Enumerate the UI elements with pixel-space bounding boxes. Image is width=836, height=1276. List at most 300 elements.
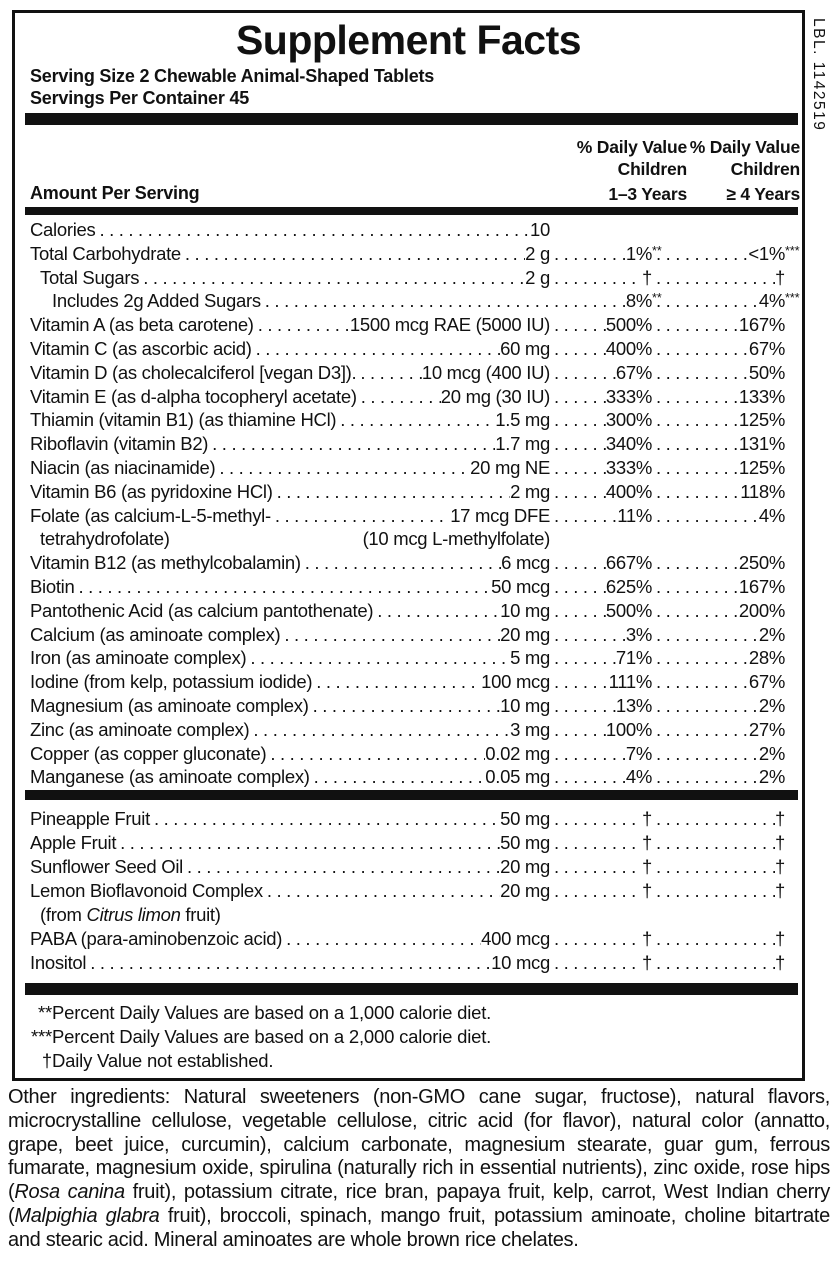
row-main <box>30 670 550 694</box>
dv2-value: 67% <box>748 337 785 359</box>
dv1-value: 333% <box>605 385 652 407</box>
nutrient-amount: 0.02 mg <box>485 742 550 764</box>
dv2-value: † <box>775 832 785 854</box>
nutrient-name: tetrahydrofolate) <box>40 528 170 550</box>
dv2-cell <box>652 504 785 528</box>
dv1-cell <box>550 575 652 599</box>
nutrient-amount: 2 mg <box>510 480 550 502</box>
dv1-cell <box>550 408 652 432</box>
dv1-cell <box>550 765 652 789</box>
nutrient-amount: 2 g <box>525 266 550 288</box>
dot-leader <box>652 361 749 385</box>
dv1-value: 500% <box>605 599 652 621</box>
dv1-value: 1% <box>625 242 652 264</box>
nutrient-name: Pantothenic Acid (as calcium pantothenate) <box>30 599 374 621</box>
servings-per-container: Servings Per Container 45 <box>30 88 250 108</box>
dot-leader <box>550 385 606 409</box>
dv2-cell <box>652 266 785 290</box>
nutrient-name: Inositol <box>30 952 87 974</box>
dv1-cell <box>550 927 652 951</box>
botanical-row-lemon-bioflavonoid <box>15 879 802 903</box>
dv1-line1: % Daily Value <box>576 137 687 157</box>
dv1-value: 11% <box>617 504 652 526</box>
nutrient-row-vitamin-c <box>15 337 802 361</box>
dot-leader <box>550 504 617 528</box>
nutrient-name: Calories <box>30 219 96 240</box>
row-main <box>30 646 550 670</box>
dot-leader <box>652 646 749 670</box>
dv2-value: 50% <box>748 361 785 383</box>
nutrient-row-thiamin <box>15 408 802 432</box>
dv2-value: 125% <box>738 456 785 478</box>
dv2-cell <box>652 765 785 789</box>
dv1-cell <box>550 599 652 623</box>
dot-leader <box>550 765 626 789</box>
dot-leader <box>550 831 642 855</box>
dot-leader <box>86 951 491 975</box>
nutrient-row-calcium <box>15 623 802 647</box>
row-main <box>30 385 550 409</box>
dv1-value: 67% <box>615 361 652 383</box>
dv2-cell: ..... <1% *** <box>652 242 785 269</box>
dot-leader <box>652 599 739 623</box>
dot-leader <box>550 313 606 337</box>
dot-leader <box>263 879 500 903</box>
nutrient-name: Vitamin C (as ascorbic acid) <box>30 337 252 359</box>
nutrient-row-vitamin-b12 <box>15 551 802 575</box>
dot-leader <box>652 337 749 361</box>
dv1-value: 300% <box>605 409 652 431</box>
row-main <box>30 527 550 551</box>
dot-leader <box>652 765 759 789</box>
dv1-value: 71% <box>615 647 652 669</box>
row-main <box>30 903 550 927</box>
nutrient-name: Vitamin B6 (as pyridoxine HCl) <box>30 480 273 502</box>
row-main <box>30 831 550 855</box>
dot-leader <box>652 670 749 694</box>
column-header-area <box>15 125 802 207</box>
dot-leader <box>282 927 481 951</box>
nutrient-amount: 50 mcg <box>491 575 550 597</box>
dv1-value: 13% <box>615 694 652 716</box>
dv2-line3: ≥ 4 Years <box>726 184 800 204</box>
nutrient-row-folate <box>15 504 802 528</box>
dot-leader <box>652 718 749 742</box>
nutrient-name: PABA (para-aminobenzoic acid) <box>30 928 283 950</box>
dot-leader <box>652 951 775 975</box>
dv2-line1: % Daily Value <box>689 137 800 157</box>
dot-leader <box>652 313 739 337</box>
dot-leader <box>550 361 616 385</box>
dot-leader <box>550 927 642 951</box>
row-main <box>30 855 550 879</box>
nutrient-amount: 20 mg <box>500 623 550 645</box>
dv2-cell <box>652 432 785 456</box>
dv2-cell <box>652 313 785 337</box>
rule-below-headers <box>25 207 798 215</box>
row-main <box>30 218 550 242</box>
dot-leader <box>550 266 642 290</box>
nutrient-name: Lemon Bioflavonoid Complex <box>30 880 263 902</box>
dv1-value: 4% <box>625 766 652 788</box>
nutrient-name: Vitamin D (as cholecalciferol [vegan D3]). <box>30 361 357 383</box>
nutrient-row-niacin <box>15 456 802 480</box>
row-main <box>30 575 550 599</box>
dot-leader <box>356 361 421 385</box>
row-main <box>30 408 550 432</box>
label-code: LBL. 1142519 <box>810 18 827 132</box>
serving-size: Serving Size 2 Chewable Animal-Shaped Tablets <box>30 66 435 86</box>
nutrient-row-calories <box>15 218 802 242</box>
dv2-value: 200% <box>738 599 785 621</box>
nutrient-amount: 10 mcg (400 IU) <box>421 361 550 383</box>
panel-title: Supplement Facts <box>235 17 582 63</box>
nutrient-row-total-carbohydrate <box>15 242 802 266</box>
dv1-value: 340% <box>605 433 652 455</box>
row-main <box>30 289 550 313</box>
row-main <box>30 718 550 742</box>
dv1-value: † <box>642 880 652 902</box>
dv1-cell <box>550 718 652 742</box>
nutrient-amount: 20 mg <box>500 880 550 902</box>
dot-leader <box>550 623 626 647</box>
dv1-value: 8% <box>625 290 652 312</box>
botanical-row-inositol <box>15 951 802 975</box>
botanical-source <box>30 903 221 927</box>
dot-leader <box>336 408 495 432</box>
row-main <box>30 504 550 528</box>
dot-leader <box>652 551 739 575</box>
dv-column-header-children-1-3 <box>507 136 687 205</box>
row-main <box>30 623 550 647</box>
footnote-marker: ** <box>38 1002 52 1024</box>
dv2-cell <box>652 408 785 432</box>
nutrient-name: Biotin <box>30 575 75 597</box>
dot-leader <box>273 480 511 504</box>
dv2-value: <1% <box>748 242 785 264</box>
nutrient-name: Calcium (as aminoate complex) <box>30 623 281 645</box>
source-pre: (from <box>40 904 87 926</box>
dot-leader <box>652 855 775 879</box>
dv1-value: 500% <box>605 314 652 336</box>
dv-column-header-children-4plus <box>680 136 800 205</box>
dv2-line2: Children <box>730 159 800 179</box>
dv2-value: 167% <box>738 575 785 597</box>
dot-leader <box>652 831 775 855</box>
dv2-cell <box>652 694 785 718</box>
row-main <box>30 432 550 456</box>
nutrient-name: Riboflavin (vitamin B2) <box>30 433 209 455</box>
dv2-value: 4% <box>758 290 785 312</box>
dv2-cell: ..... 4% *** <box>652 289 785 316</box>
dv1-cell <box>550 480 652 504</box>
dv2-cell <box>652 646 785 670</box>
nutrient-amount: 2 g <box>525 242 550 264</box>
dot-leader <box>550 646 616 670</box>
dv1-value: † <box>642 808 652 830</box>
dv1-value: 667% <box>605 552 652 574</box>
dv2-value: 118% <box>740 480 785 502</box>
species-rosa-canina: Rosa canina <box>14 1181 125 1204</box>
dv1-cell <box>550 432 652 456</box>
dv2-cell <box>652 480 785 504</box>
dv2-cell <box>652 855 785 879</box>
dv2-value: 2% <box>758 766 785 788</box>
dot-leader <box>215 456 470 480</box>
dot-leader <box>310 765 486 789</box>
dv1-value: 625% <box>605 575 652 597</box>
dv1-cell <box>550 456 652 480</box>
dot-leader <box>550 242 626 266</box>
nutrient-name: Folate (as calcium-L-5-methyl- <box>30 504 271 526</box>
nutrient-row-folate-continued <box>15 527 802 551</box>
dot-leader <box>652 289 759 313</box>
dv2-cell <box>652 551 785 575</box>
dv1-value: 400% <box>605 337 652 359</box>
dv1-cell <box>550 831 652 855</box>
nutrient-name: Sunflower Seed Oil <box>30 856 183 878</box>
row-main <box>30 551 550 575</box>
dot-leader <box>280 623 500 647</box>
nutrient-row-copper <box>15 742 802 766</box>
thick-rule-footnotes <box>25 983 798 995</box>
dv1-cell: ..... 1% ** <box>550 242 652 269</box>
dv2-value: † <box>775 952 785 974</box>
dot-leader <box>550 551 606 575</box>
dot-leader <box>652 742 759 766</box>
dot-leader <box>261 289 550 313</box>
nutrient-amount: 50 mg <box>500 808 550 830</box>
dot-leader <box>652 694 759 718</box>
species-malpighia-glabra: Malpighia glabra <box>14 1204 160 1227</box>
dv1-line3: 1–3 Years <box>608 184 687 204</box>
row-main <box>30 266 550 290</box>
dot-leader <box>301 551 501 575</box>
dot-leader <box>249 718 510 742</box>
nutrient-amount: 10 <box>530 219 550 240</box>
dot-leader <box>550 855 642 879</box>
dv2-value: 167% <box>738 314 785 336</box>
nutrient-name: Vitamin B12 (as methylcobalamin) <box>30 552 301 574</box>
dv2-cell <box>652 951 785 975</box>
row-main <box>30 951 550 975</box>
nutrient-amount: 10 mg <box>500 599 550 621</box>
dot-leader <box>652 927 775 951</box>
dot-leader <box>550 289 626 313</box>
dv2-cell <box>652 879 785 903</box>
dv1-cell: ..... 8% ** <box>550 289 652 316</box>
dv2-cell <box>652 361 785 385</box>
dot-leader <box>208 432 495 456</box>
row-main <box>30 599 550 623</box>
dot-leader <box>550 951 642 975</box>
botanicals-section <box>15 807 802 975</box>
dv2-cell <box>652 456 785 480</box>
dv2-value: † <box>775 266 785 288</box>
footnotes-section <box>15 1001 802 1073</box>
nutrient-amount: 60 mg <box>500 337 550 359</box>
dot-leader <box>246 646 510 670</box>
source-post: fruit) <box>180 904 221 926</box>
thick-rule-top <box>25 113 798 125</box>
row-main <box>30 742 550 766</box>
dv2-value: 250% <box>738 552 785 574</box>
nutrient-row-vitamin-e <box>15 385 802 409</box>
dot-leader <box>312 670 481 694</box>
nutrient-amount: 0.05 mg <box>485 766 550 788</box>
dot-leader <box>550 718 606 742</box>
dv2-cell <box>652 742 785 766</box>
nutrient-row-manganese <box>15 765 802 789</box>
dot-leader <box>652 623 759 647</box>
nutrient-amount: 20 mg (30 IU) <box>440 385 550 407</box>
nutrient-name: Niacin (as niacinamide) <box>30 456 216 478</box>
nutrient-amount: 20 mg <box>500 856 550 878</box>
nutrient-row-vitamin-d <box>15 361 802 385</box>
nutrient-name: Total Carbohydrate <box>30 242 181 264</box>
dv1-cell <box>550 337 652 361</box>
botanical-row-paba <box>15 927 802 951</box>
dv1-cell <box>550 694 652 718</box>
nutrient-amount: 10 mg <box>500 694 550 716</box>
dv2-value: 2% <box>758 623 785 645</box>
dv2-value: 133% <box>738 385 785 407</box>
dv1-cell <box>550 623 652 647</box>
nutrient-amount: 10 mcg <box>491 952 550 974</box>
dv1-cell <box>550 670 652 694</box>
dv2-cell <box>652 927 785 951</box>
other-ingredients-seg1: Other ingredients: Natural sweeteners (non-GMO cane sugar, fructose), natural flavors, microcrystalline cellulose, vegetable cellulose, citric acid (for flavor), natural color (annatto, grape, beet juice, curcumin), calcium carbonate, magnesium stearate, guar gum, ferrous fumarate, magnesium oxide, spirulina (naturally rich in essential nutrients), zinc oxide, rose hips ( <box>8 1086 830 1204</box>
dv2-value: 27% <box>748 718 785 740</box>
dot-leader <box>652 504 759 528</box>
botanical-row-lemon-source <box>15 903 802 927</box>
dv2-cell <box>652 385 785 409</box>
nutrient-name: Iron (as aminoate complex) <box>30 647 247 669</box>
dv1-value: † <box>642 266 652 288</box>
nutrient-row-vitamin-b6 <box>15 480 802 504</box>
dot-leader <box>652 480 740 504</box>
row-main <box>30 807 550 831</box>
dv1-value: † <box>642 856 652 878</box>
footnote-dv-not-established <box>25 1049 802 1073</box>
dot-leader <box>550 432 606 456</box>
row-main <box>30 765 550 789</box>
dv1-cell <box>550 551 652 575</box>
dv1-value: 7% <box>625 742 652 764</box>
dv2-value: 2% <box>758 742 785 764</box>
nutrient-amount: 6 mcg <box>501 552 550 574</box>
botanical-row-pineapple <box>15 807 802 831</box>
dot-leader <box>309 694 500 718</box>
dot-leader <box>550 742 626 766</box>
dv2-value: † <box>775 880 785 902</box>
nutrient-name: Thiamin (vitamin B1) (as thiamine HCl) <box>30 409 337 431</box>
footnote-2000-calorie <box>25 1025 802 1049</box>
dot-leader <box>652 432 739 456</box>
footnote-text: Daily Value not established. <box>52 1050 274 1072</box>
main-nutrients-section <box>15 218 802 789</box>
footnote-marker: *** <box>31 1026 52 1048</box>
nutrient-name: Iodine (from kelp, potassium iodide) <box>30 671 313 693</box>
nutrient-row-added-sugars <box>15 289 802 313</box>
nutrient-amount: 1.5 mg <box>495 409 550 431</box>
dot-leader <box>183 855 500 879</box>
row-main <box>30 879 550 903</box>
dv1-cell <box>550 879 652 903</box>
dot-leader <box>252 337 501 361</box>
dot-leader <box>271 504 450 528</box>
dv1-value: 400% <box>605 480 652 502</box>
species-name: Citrus limon <box>86 904 181 926</box>
nutrient-name: Copper (as copper gluconate) <box>30 742 267 764</box>
nutrient-amount: 5 mg <box>510 647 550 669</box>
dv1-value: 3% <box>625 623 652 645</box>
amount-per-serving-heading: Amount Per Serving <box>30 183 200 203</box>
dot-leader <box>652 242 748 266</box>
dot-leader <box>652 456 739 480</box>
dv2-cell <box>652 337 785 361</box>
nutrient-amount: (10 mcg L-methylfolate) <box>362 528 550 550</box>
dv2-cell <box>652 575 785 599</box>
dot-leader <box>150 807 500 831</box>
footnote-1000-calorie <box>25 1001 802 1025</box>
dv1-value: † <box>642 832 652 854</box>
botanical-row-apple <box>15 831 802 855</box>
dot-leader <box>550 575 606 599</box>
nutrient-name: Manganese (as aminoate complex) <box>30 766 310 788</box>
dv1-value: 100% <box>605 718 652 740</box>
dv2-value: 2% <box>758 694 785 716</box>
dv1-value: 111% <box>608 671 652 693</box>
dv1-cell <box>550 855 652 879</box>
nutrient-name: Vitamin E (as d-alpha tocopheryl acetate) <box>30 385 357 407</box>
footnote-text: Percent Daily Values are based on a 1,000 calorie diet. <box>52 1002 492 1024</box>
dv2-cell <box>652 807 785 831</box>
nutrient-name: Includes 2g Added Sugars <box>52 290 261 312</box>
dot-leader <box>550 408 606 432</box>
dot-leader <box>652 266 775 290</box>
row-main <box>30 361 550 385</box>
row-main <box>30 242 550 266</box>
dv1-cell <box>550 361 652 385</box>
dv2-value: 4% <box>758 504 785 526</box>
nutrient-amount: 100 mcg <box>481 671 550 693</box>
other-ingredients <box>8 1086 830 1253</box>
nutrient-row-zinc <box>15 718 802 742</box>
dv2-value: 67% <box>748 671 785 693</box>
dv1-line2: Children <box>617 159 687 179</box>
dot-leader <box>181 242 525 266</box>
row-main <box>30 456 550 480</box>
nutrient-amount: 17 mcg DFE <box>450 504 550 526</box>
dv1-cell <box>550 742 652 766</box>
row-main <box>30 313 550 337</box>
dv2-cell <box>652 670 785 694</box>
other-ingredients-seg5: fruit), broccoli, spinach, mango fruit, potassium aminoate, choline bitartrate and stearic acid. Mineral aminoates are whole brown rice chelates. <box>8 1204 830 1251</box>
dv1-cell <box>550 385 652 409</box>
dv2-value: † <box>775 808 785 830</box>
dv2-value: 28% <box>748 647 785 669</box>
nutrient-name: Vitamin A (as beta carotene) <box>30 314 254 336</box>
footnote-text: Percent Daily Values are based on a 2,000 calorie diet. <box>52 1026 492 1048</box>
nutrient-amount: 1500 mcg RAE (5000 IU) <box>349 314 550 336</box>
dot-leader <box>357 385 441 409</box>
nutrient-row-total-sugars <box>15 266 802 290</box>
dv1-cell <box>550 504 652 528</box>
dv1-cell <box>550 646 652 670</box>
dv1-value: 333% <box>605 456 652 478</box>
dot-leader <box>550 456 606 480</box>
